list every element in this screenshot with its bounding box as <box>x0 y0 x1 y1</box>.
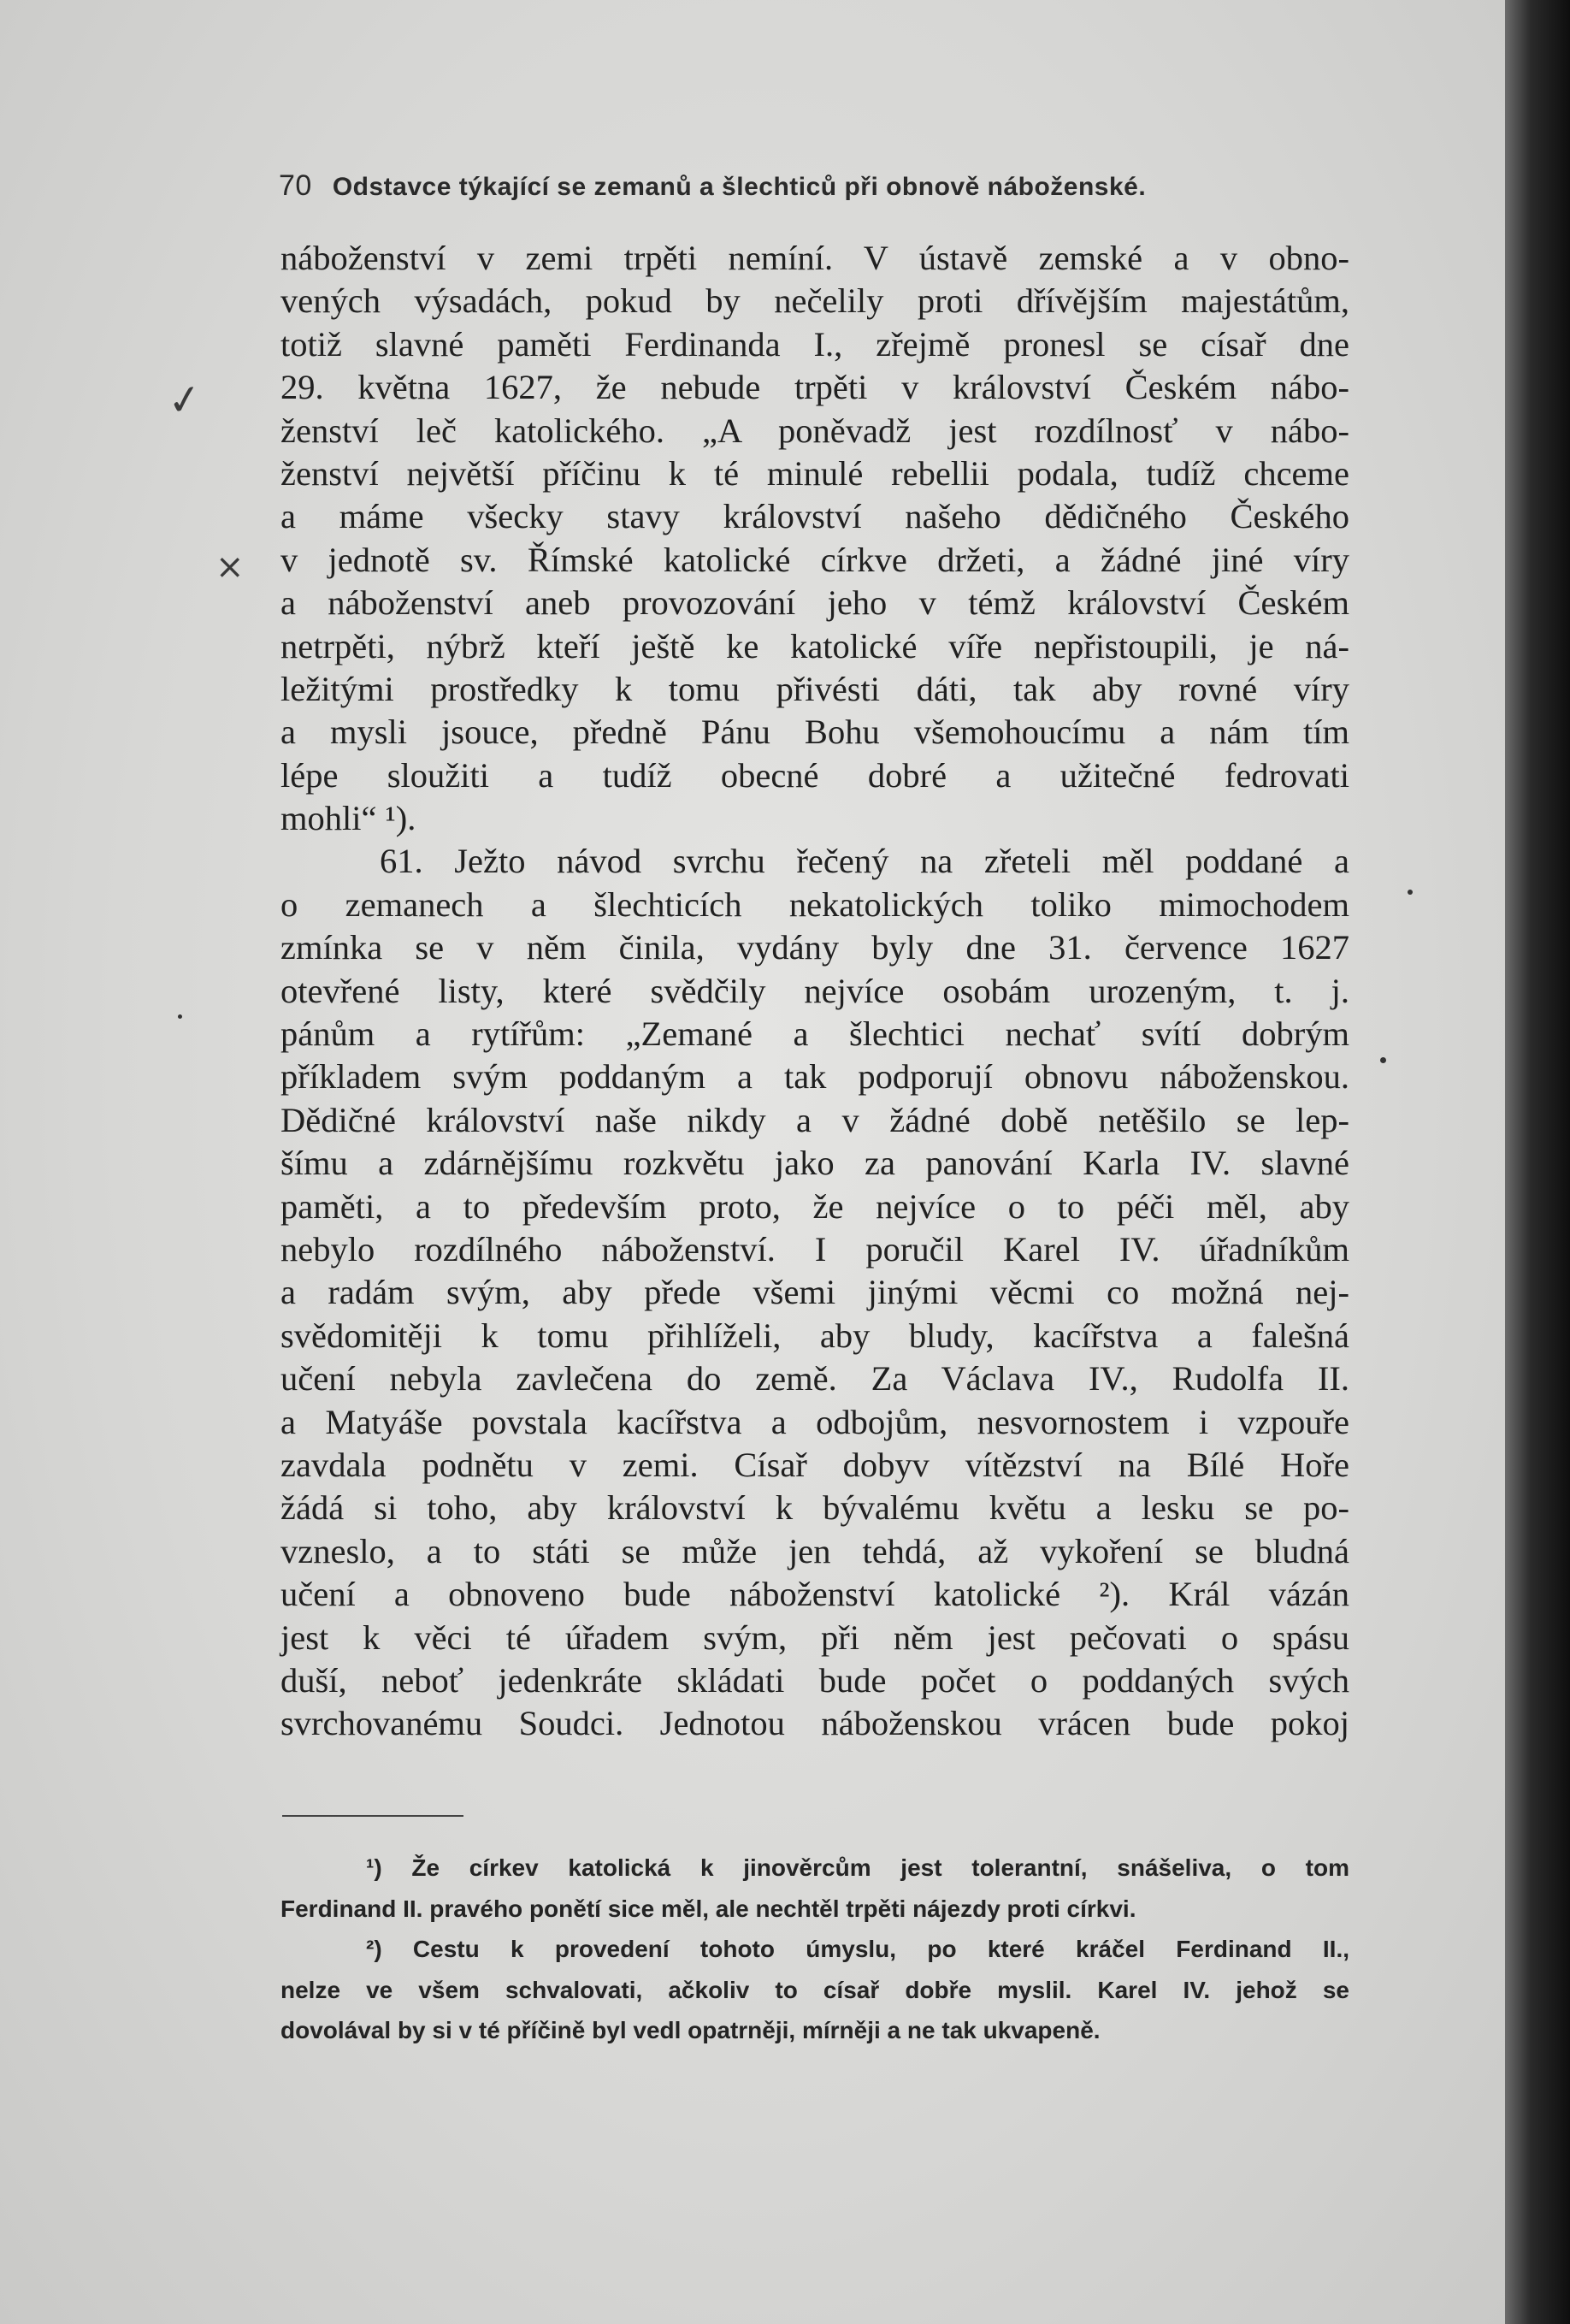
text-line: jest k věci té úřadem svým, při něm jest pečovati o spásu <box>280 1617 1349 1657</box>
text-line: zavdala podnětu v zemi. Císař dobyv vítězství na Bílé Hoře <box>280 1445 1349 1484</box>
text-line: duší, neboť jedenkráte skládati bude počet o poddaných svých <box>280 1660 1349 1700</box>
text-line: šímu a zdárnějšímu rozkvětu jako za panování Karla IV. slavné <box>280 1144 1349 1183</box>
ink-speck <box>1408 890 1413 895</box>
text-line: otevřené listy, které svědčily nejvíce osobám urozeným, t. j. <box>280 971 1349 1010</box>
text-line: a Matyáše povstala kacířstva a odbojům, nesvornostem i vzpouře <box>280 1402 1349 1441</box>
text-line: náboženství v zemi trpěti nemíní. V ústavě zemské a v obno- <box>280 239 1349 277</box>
margin-cross-mark: × <box>215 547 245 587</box>
footnotes <box>280 1848 1349 2051</box>
text-line: ženství největší příčinu k té minulé rebellii podala, tudíž chceme <box>280 453 1349 493</box>
text-line: ležitými prostředky k tomu přivésti dáti, tak aby rovné víry <box>280 669 1349 708</box>
text-line: a máme všecky stavy království našeho dědičného Českého <box>280 497 1349 536</box>
page-number: 70 <box>279 169 312 202</box>
text-line: v jednotě sv. Římské katolické církve držeti, a žádné jiné víry <box>280 540 1349 579</box>
text-line: 29. května 1627, že nebude trpěti v království Českém nábo- <box>280 368 1349 407</box>
footnote-2-line: nelze ve všem schvalovati, ačkoliv to císař dobře myslil. Karel IV. jehož se <box>280 1976 1349 2003</box>
ink-speck <box>1380 1057 1386 1063</box>
text-line: a radám svým, aby přede všemi jinými věcmi co možná nej- <box>280 1273 1349 1312</box>
text-line: příkladem svým poddaným a tak podporují obnovu náboženskou. <box>280 1057 1349 1097</box>
text-line: totiž slavné paměti Ferdinanda I., zřejmě pronesl se císař dne <box>280 324 1349 364</box>
text-line: učení a obnoveno bude náboženství katolické ²). Král vázán <box>280 1575 1349 1614</box>
running-head <box>279 169 1339 210</box>
footnote-rule <box>282 1815 463 1817</box>
text-line: paměti, a to především proto, že nejvíce o to péči měl, aby <box>280 1186 1349 1226</box>
text-line: o zemanech a šlechticích nekatolických toliko mimochodem <box>280 884 1349 924</box>
running-title: Odstavce týkající se zemanů a šlechticů při obnově náboženské. <box>332 173 1147 201</box>
body-text <box>280 237 1349 1746</box>
text-line: svědomitěji k tomu přihlíželi, aby bludy, kacířstva a falešná <box>280 1316 1349 1355</box>
text-line: a náboženství aneb provozování jeho v témž království Českém <box>280 583 1349 623</box>
text-line: lépe sloužiti a tudíž obecné dobré a užitečné fedrovati <box>280 755 1349 795</box>
page-edge-shadow <box>1505 0 1570 2324</box>
paragraph-start-line: 61. Ježto návod svrchu řečený na zřeteli měl poddané a <box>380 842 1349 881</box>
text-line: svrchovanému Soudci. Jednotou náboženskou vrácen bude pokoj <box>280 1704 1349 1743</box>
footnote-2-line: ²) Cestu k provedení tohoto úmyslu, po které kráčel Ferdinand II., <box>366 1936 1349 1962</box>
text-line: Dědičné království naše nikdy a v žádné době netěšilo se lep- <box>280 1100 1349 1139</box>
text-line: učení nebyla zavlečena do země. Za Václava IV., Rudolfa II. <box>280 1359 1349 1399</box>
text-line: pánům a rytířům: „Zemané a šlechtici nechať svítí dobrým <box>280 1014 1349 1054</box>
text-line: mohli“ ¹). <box>280 799 416 838</box>
text-line: netrpěti, nýbrž kteří ještě ke katolické víře nepřistoupili, je ná- <box>280 626 1349 665</box>
text-line: ženství leč katolického. „A poněvadž jest rozdílnosť v nábo- <box>280 411 1349 450</box>
text-line: nebylo rozdílného náboženství. I poručil Karel IV. úřadníkům <box>280 1229 1349 1268</box>
footnote-2-line: dovolával by si v té příčině byl vedl opatrněji, mírněji a ne tak ukvapeně. <box>280 2017 1101 2043</box>
text-line: vených výsadách, pokud by nečelily proti dřívějším majestátům, <box>280 281 1349 321</box>
ink-speck <box>178 1014 182 1019</box>
footnote-1-line: ¹) Že církev katolická k jinověrcům jest tolerantní, snášeliva, o tom <box>366 1854 1349 1881</box>
text-line: vzneslo, a to státi se může jen tehdá, až vykoření se bludná <box>280 1531 1349 1570</box>
footnote-1-line: Ferdinand II. pravého ponětí sice měl, ale nechtěl trpěti nájezdy proti církvi. <box>280 1895 1136 1922</box>
text-line: a mysli jsouce, předně Pánu Bohu všemohoucímu a nám tím <box>280 713 1349 752</box>
text-line: žádá si toho, aby království k bývalému květu a lesku se po- <box>280 1488 1349 1528</box>
margin-check-mark: ✓ <box>164 374 205 427</box>
text-line: zmínka se v něm činila, vydány byly dne 31. července 1627 <box>280 928 1349 967</box>
